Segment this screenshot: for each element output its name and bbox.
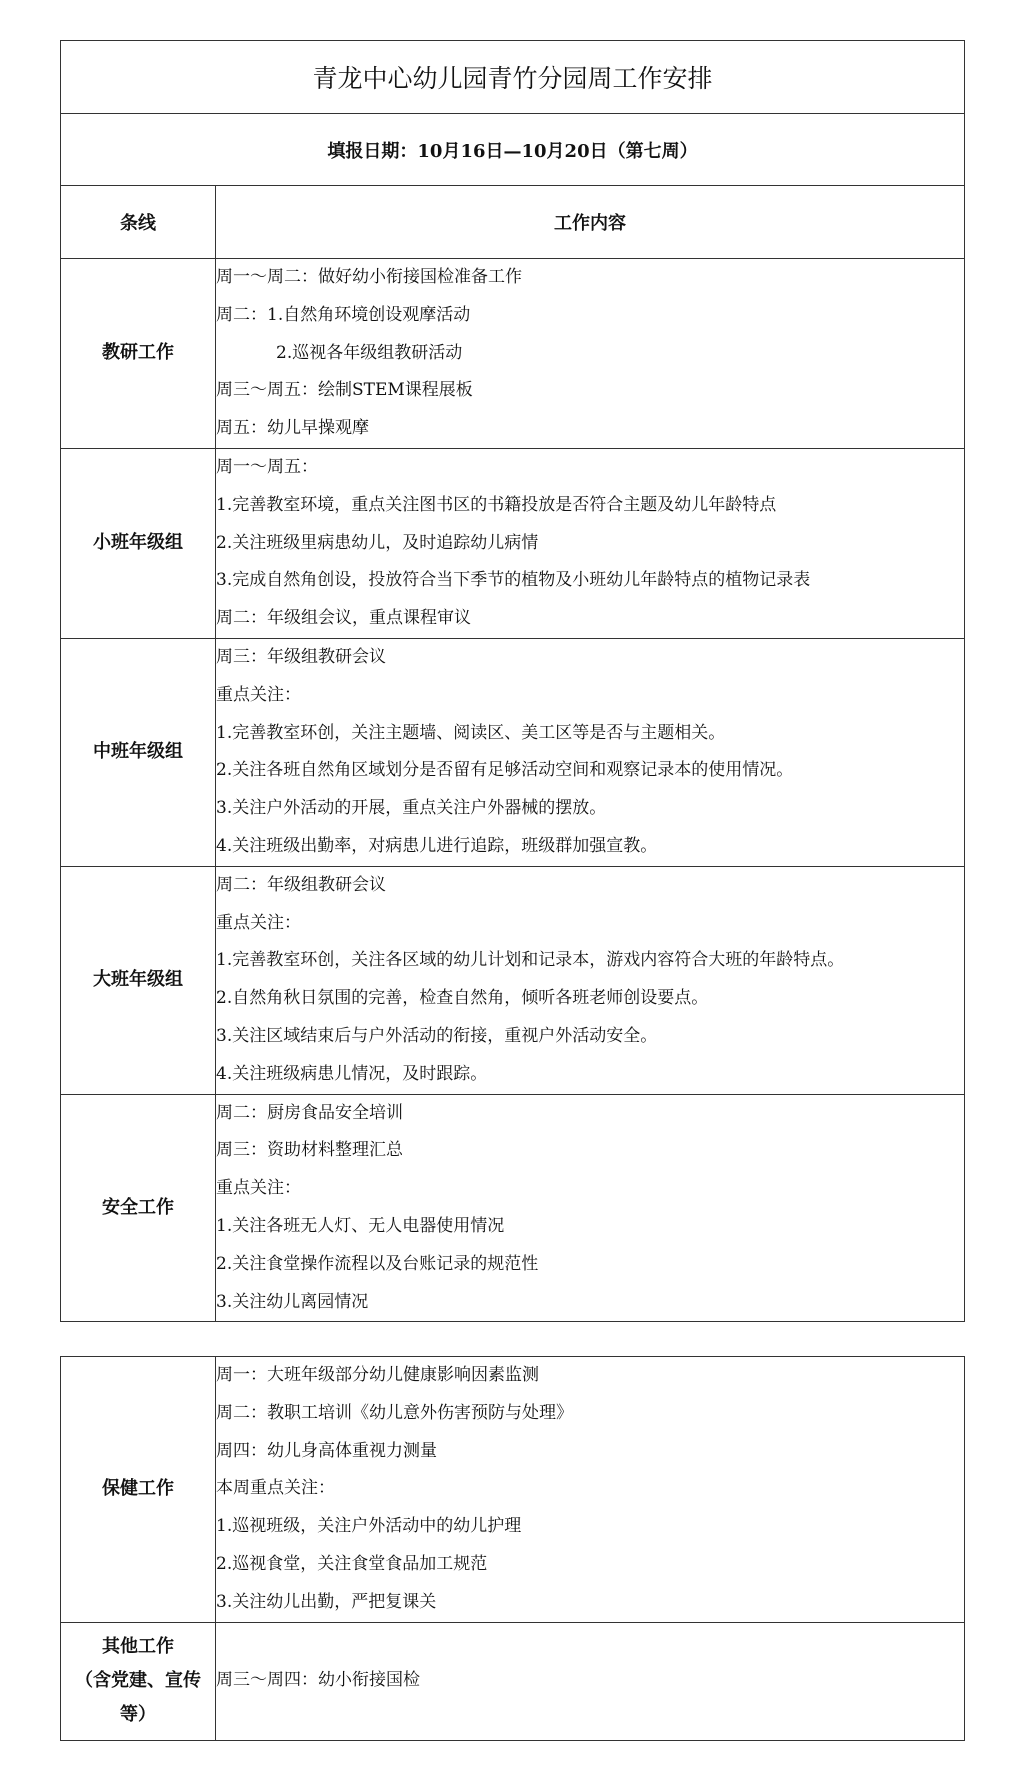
content-line: 周一：大班年级部分幼儿健康影响因素监测 bbox=[216, 1365, 539, 1385]
header-row bbox=[61, 186, 965, 259]
category-cell: 小班年级组 bbox=[61, 448, 216, 638]
content-line: 2.自然角秋日氛围的完善，检查自然角，倾听各班老师创设要点。 bbox=[216, 988, 709, 1009]
content-line: 3.关注户外活动的开展，重点关注户外器械的摆放。 bbox=[216, 798, 607, 819]
header-content: 工作内容 bbox=[216, 186, 965, 259]
content-line: 本周重点关注： bbox=[216, 1478, 335, 1499]
content-line: 2.巡视各年级组教研活动 bbox=[276, 342, 463, 363]
table-title: 青龙中心幼儿园青竹分园周工作安排 bbox=[61, 41, 965, 114]
content-line: 重点关注： bbox=[216, 912, 301, 933]
section-row-teaching-research bbox=[61, 259, 965, 449]
content-line: 周二：1.自然角环境创设观摩活动 bbox=[216, 304, 471, 325]
content-line: 1.完善教室环创，关注主题墙、阅读区、美工区等是否与主题相关。 bbox=[216, 722, 726, 743]
content-line: 3.关注幼儿离园情况 bbox=[216, 1291, 369, 1312]
category-cell: 中班年级组 bbox=[61, 638, 216, 866]
content-cell bbox=[216, 638, 965, 866]
category-cell bbox=[61, 1622, 216, 1740]
schedule-table bbox=[60, 40, 965, 1322]
content-cell bbox=[216, 866, 965, 1094]
category-cell: 教研工作 bbox=[61, 259, 216, 449]
content-line: 周二：年级组会议，重点课程审议 bbox=[216, 608, 471, 629]
category-cell: 安全工作 bbox=[61, 1094, 216, 1322]
content-cell bbox=[216, 259, 965, 449]
content-line: 4.关注班级病患儿情况，及时跟踪。 bbox=[216, 1063, 488, 1084]
content-line: 3.完成自然角创设，投放符合当下季节的植物及小班幼儿年龄特点的植物记录表 bbox=[216, 570, 811, 591]
category-cell: 保健工作 bbox=[61, 1357, 216, 1623]
category-line: （含党建、宣传 bbox=[75, 1670, 201, 1692]
content-line: 周一～周二：做好幼小衔接国检准备工作 bbox=[216, 267, 522, 287]
section-row-other-work bbox=[61, 1622, 965, 1740]
content-cell bbox=[216, 1357, 965, 1623]
content-cell bbox=[216, 1622, 965, 1740]
category-cell: 大班年级组 bbox=[61, 866, 216, 1094]
schedule-table-continued bbox=[60, 1356, 965, 1741]
content-line: 周三：资助材料整理汇总 bbox=[216, 1140, 403, 1161]
content-line: 周五：幼儿早操观摩 bbox=[216, 418, 369, 439]
content-line: 周二：厨房食品安全培训 bbox=[216, 1102, 403, 1123]
content-line: 3.关注区域结束后与户外活动的衔接，重视户外活动安全。 bbox=[216, 1025, 658, 1046]
content-line: 4.关注班级出勤率，对病患儿进行追踪，班级群加强宣教。 bbox=[216, 835, 658, 856]
category-line: 等） bbox=[120, 1704, 156, 1726]
content-line: 重点关注： bbox=[216, 1178, 301, 1199]
content-line: 1.巡视班级，关注户外活动中的幼儿护理 bbox=[216, 1516, 522, 1537]
content-line: 周四：幼儿身高体重视力测量 bbox=[216, 1440, 437, 1461]
content-line: 1.关注各班无人灯、无人电器使用情况 bbox=[216, 1215, 505, 1236]
date-row bbox=[61, 114, 965, 186]
content-line: 周二：教职工培训《幼儿意外伤害预防与处理》 bbox=[216, 1402, 573, 1423]
content-line: 周一～周五： bbox=[216, 456, 318, 477]
content-cell bbox=[216, 1094, 965, 1322]
header-category: 条线 bbox=[61, 186, 216, 259]
category-line: 其他工作 bbox=[102, 1636, 174, 1658]
content-line: 2.关注班级里病患幼儿，及时追踪幼儿病情 bbox=[216, 532, 539, 553]
content-line: 2.关注各班自然角区域划分是否留有足够活动空间和观察记录本的使用情况。 bbox=[216, 760, 794, 781]
section-row-middle-class bbox=[61, 638, 965, 866]
content-line: 1.完善教室环境，重点关注图书区的书籍投放是否符合主题及幼儿年龄特点 bbox=[216, 494, 777, 515]
content-line: 重点关注： bbox=[216, 684, 301, 705]
content-line: 2.巡视食堂，关注食堂食品加工规范 bbox=[216, 1553, 488, 1574]
report-date: 填报日期：10月16日—10月20日（第七周） bbox=[61, 114, 965, 186]
title-row bbox=[61, 41, 965, 114]
content-line: 周三～周四：幼小衔接国检 bbox=[216, 1670, 420, 1691]
content-cell bbox=[216, 448, 965, 638]
section-row-junior-class bbox=[61, 448, 965, 638]
section-row-safety bbox=[61, 1094, 965, 1322]
content-line: 1.完善教室环创，关注各区域的幼儿计划和记录本，游戏内容符合大班的年龄特点。 bbox=[216, 950, 845, 971]
content-line: 2.关注食堂操作流程以及台账记录的规范性 bbox=[216, 1253, 539, 1274]
content-line: 周三～周五：绘制STEM课程展板 bbox=[216, 380, 473, 401]
content-line: 周三：年级组教研会议 bbox=[216, 646, 386, 667]
section-row-senior-class bbox=[61, 866, 965, 1094]
section-row-health-care bbox=[61, 1357, 965, 1623]
content-line: 3.关注幼儿出勤，严把复课关 bbox=[216, 1591, 437, 1612]
content-line: 周二：年级组教研会议 bbox=[216, 874, 386, 895]
